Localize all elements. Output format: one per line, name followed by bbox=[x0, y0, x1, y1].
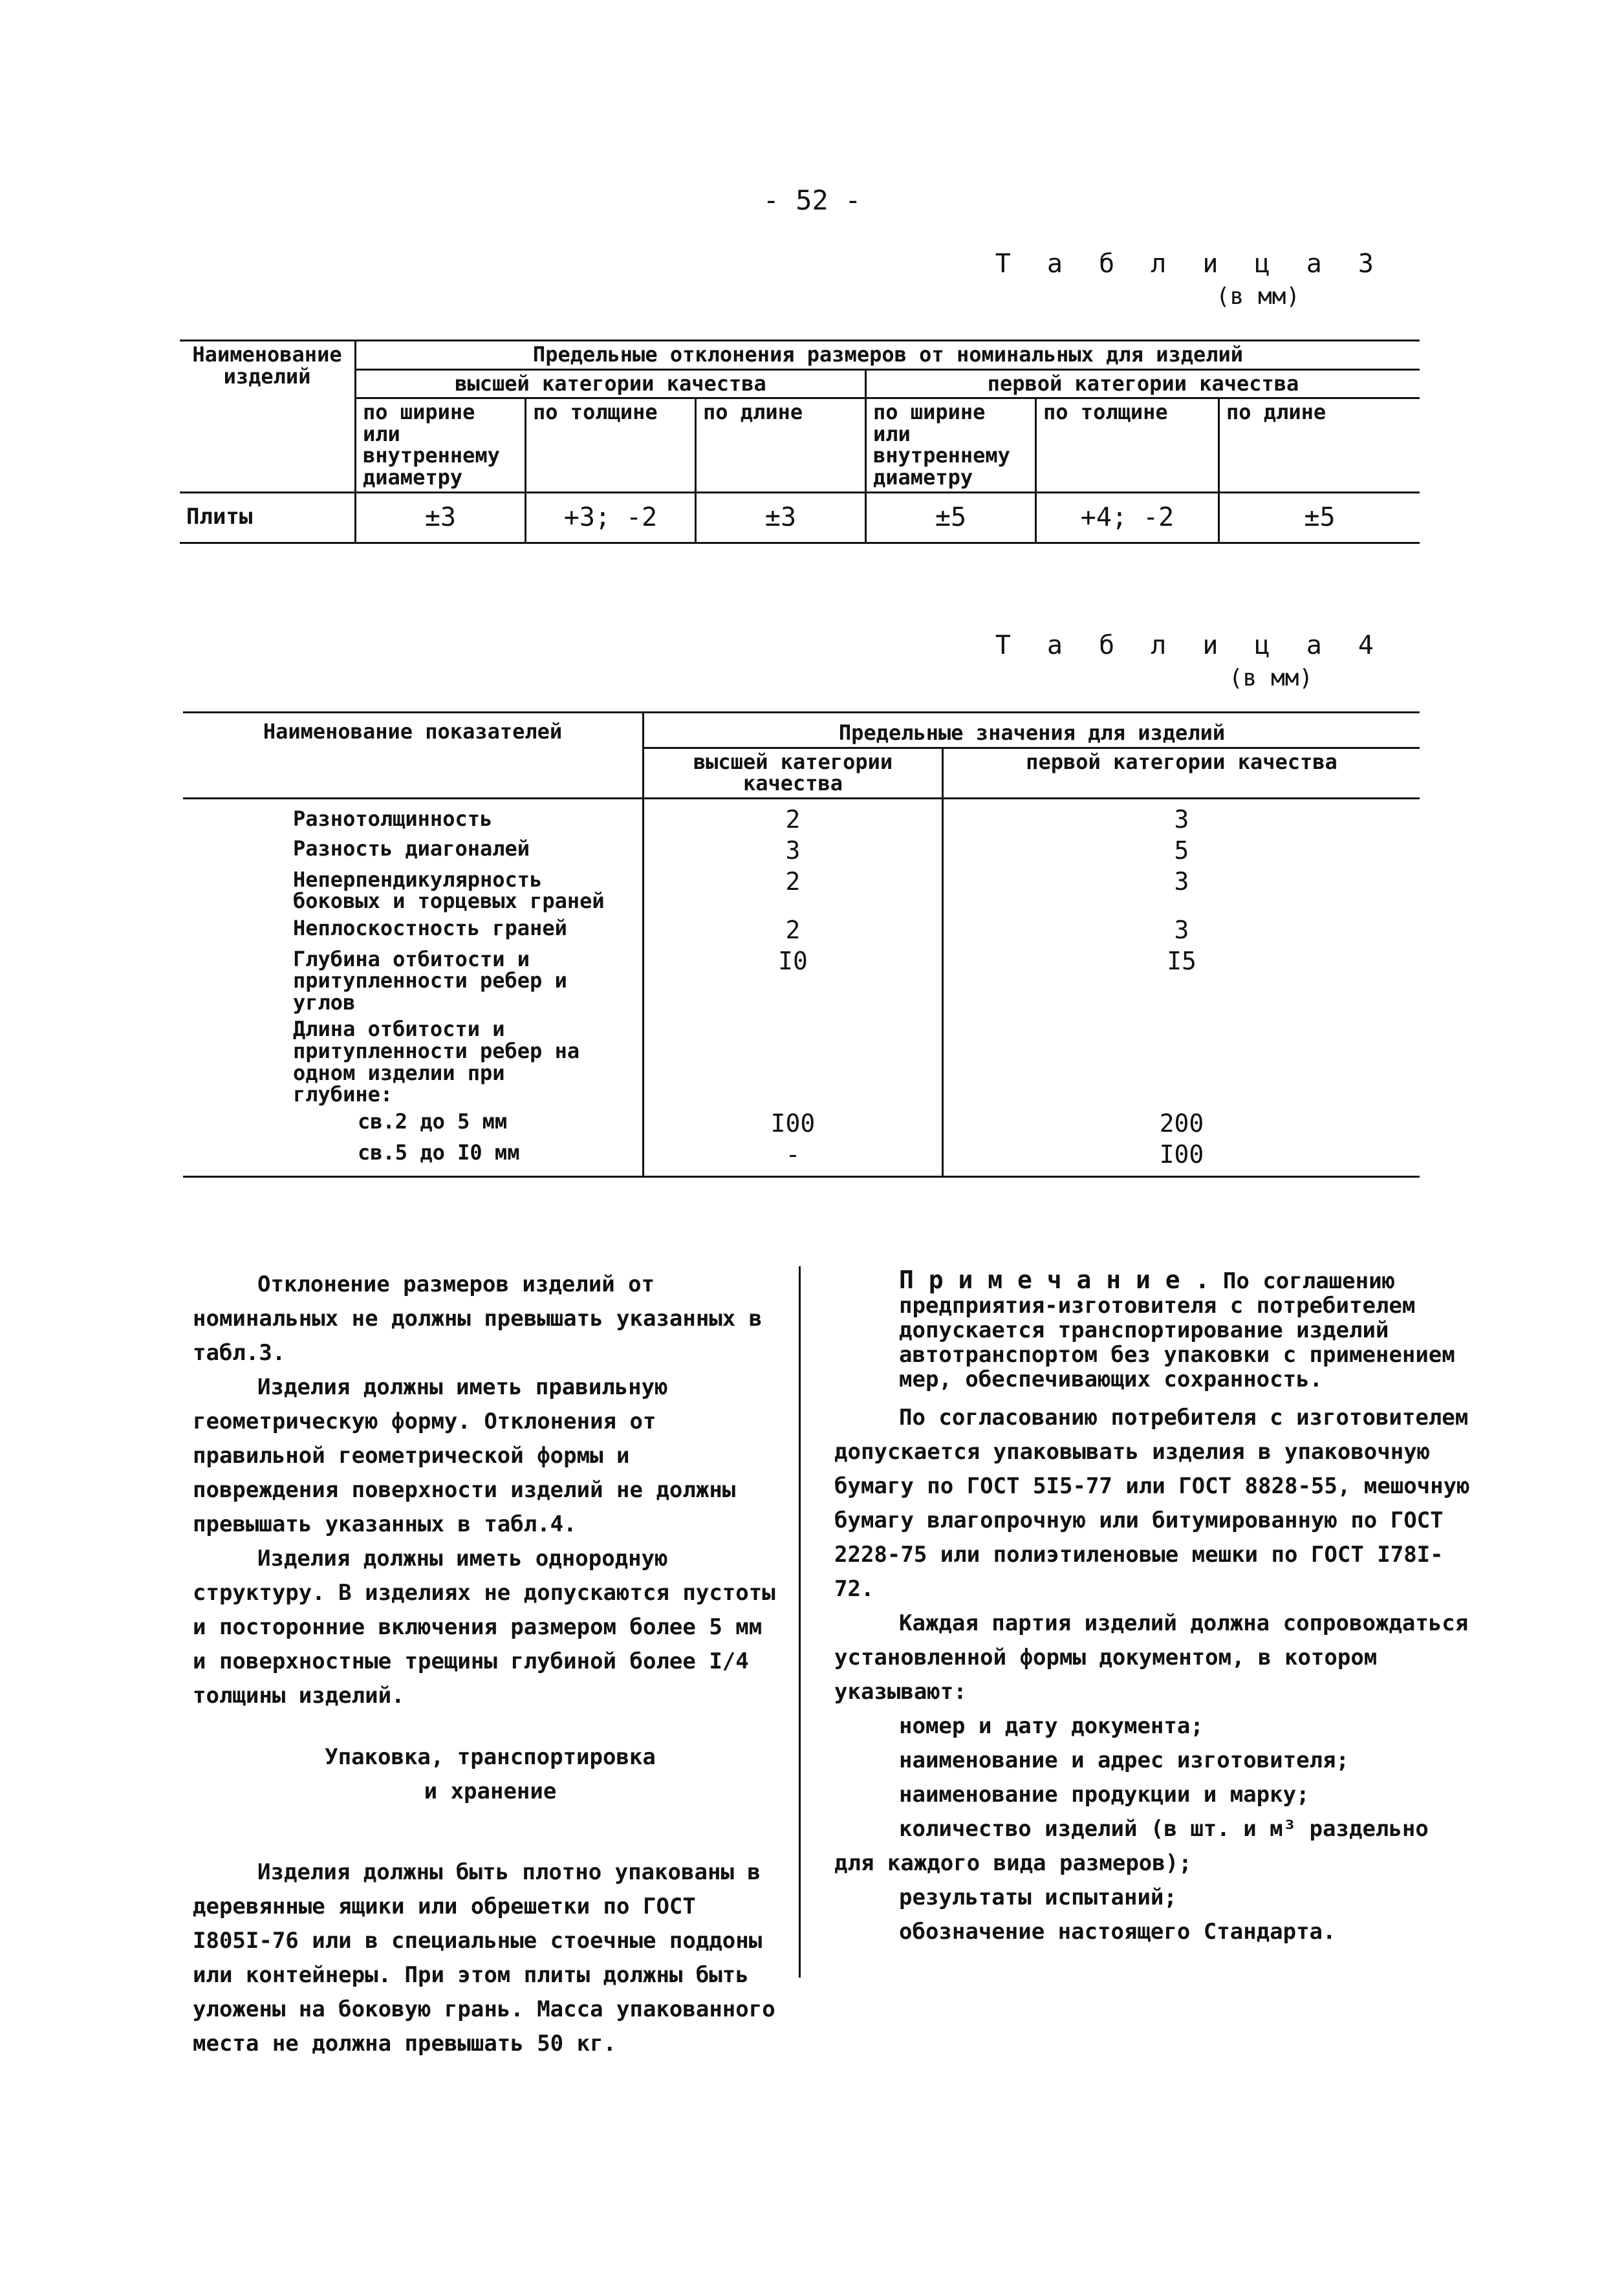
t3-val: +3; -2 bbox=[526, 492, 696, 543]
t3-cat-high: высшей категории качества bbox=[356, 369, 866, 398]
t3-col-len-first: по длине bbox=[1219, 398, 1420, 492]
left-column bbox=[193, 1268, 788, 2061]
table4-unit: (в мм) bbox=[1229, 665, 1314, 691]
t4-row-first: 3 bbox=[943, 798, 1420, 835]
t3-col-width-first: по ширине или внутреннему диаметру bbox=[866, 398, 1036, 492]
t3-col-thick-first: по толщине bbox=[1036, 398, 1219, 492]
doc-list-item: наименование и адрес изготовителя; bbox=[899, 1747, 1349, 1773]
t4-row-name: Неплоскостность граней bbox=[293, 915, 567, 940]
t4-row-first: 3 bbox=[943, 915, 1420, 946]
t4-row-first bbox=[943, 1016, 1420, 1108]
note bbox=[834, 1268, 1471, 1392]
note-text: По соглашению предприятия-изготовителя с потребителем допускается транспортирование изделий автотранспортом без упаковки с применением мер, обеспечивающих сохранность. bbox=[899, 1268, 1455, 1392]
t4-row-name: Глубина отбитости и притупленности ребер и углов bbox=[293, 946, 567, 1015]
table4 bbox=[183, 711, 1420, 1178]
t3-col-width-high: по ширине или внутреннему диаметру bbox=[356, 398, 526, 492]
t3-head-main: Предельные отклонения размеров от номинальных для изделий bbox=[356, 341, 1420, 370]
doc-list-item: номер и дату документа; bbox=[899, 1713, 1204, 1739]
t3-val: +4; -2 bbox=[1036, 492, 1219, 543]
t3-col-thick-high: по толщине bbox=[526, 398, 696, 492]
doc-list-item: количество изделий (в шт. и м³ раздельно для каждого вида размеров); bbox=[834, 1816, 1429, 1876]
right-p2: Каждая партия изделий должна сопровождаться установленной формы документом, в котором указывают: bbox=[834, 1610, 1469, 1705]
t4-row-name: Разнотолщинность bbox=[293, 806, 493, 831]
t4-row-high: - bbox=[644, 1140, 943, 1176]
t3-val: ±3 bbox=[696, 492, 866, 543]
t4-row-name: Разность диагоналей bbox=[293, 836, 530, 861]
doc-list-item: результаты испытаний; bbox=[899, 1885, 1177, 1910]
t4-row-high: I00 bbox=[644, 1108, 943, 1140]
t3-col-len-high: по длине bbox=[696, 398, 866, 492]
t4-row-name: св.5 до I0 мм bbox=[358, 1140, 520, 1165]
t4-row-high: 2 bbox=[644, 867, 943, 915]
right-p1: По согласованию потребителя с изготовителем допускается упаковывать изделия в упаковочную бумагу по ГОСТ 5I5-77 или ГОСТ 8828-55, мешочную бумагу влагопрочную или битумированную по ГОСТ 2228-75 или полиэтиленовые мешки по ГОСТ I78I-72. bbox=[834, 1405, 1470, 1602]
section-heading-line1: Упаковка, транспортировка bbox=[325, 1744, 656, 1770]
t4-row-name: св.2 до 5 мм bbox=[358, 1108, 508, 1134]
left-p3: Изделия должны иметь однородную структуру. В изделиях не допускаются пустоты и посторонние включения размером более 5 мм и поверхностные трещины глубиной более I/4 толщины изделий. bbox=[193, 1546, 775, 1709]
t3-val: ±5 bbox=[866, 492, 1036, 543]
table3-caption: Т а б л и ц а 3 bbox=[995, 249, 1384, 279]
doc-list-item: наименование продукции и марку; bbox=[899, 1782, 1310, 1808]
t3-row-name: Плиты bbox=[180, 492, 356, 543]
t4-cat-high: высшей категории качества bbox=[644, 748, 943, 798]
table3-unit: (в мм) bbox=[1216, 283, 1301, 310]
t4-row-name: Неперпендикулярность боковых и торцевых граней bbox=[293, 867, 605, 914]
right-column bbox=[834, 1268, 1471, 1949]
t3-cat-first: первой категории качества bbox=[866, 369, 1420, 398]
table3 bbox=[180, 340, 1420, 544]
t4-row-first: 5 bbox=[943, 836, 1420, 867]
t4-row-first: I5 bbox=[943, 946, 1420, 1017]
t4-row-high: I0 bbox=[644, 946, 943, 1017]
left-p2: Изделия должны иметь правильную геометрическую форму. Отклонения от правильной геометрической формы и повреждения поверхности изделий не должны превышать указанных в табл.4. bbox=[193, 1374, 736, 1537]
left-p4: Изделия должны быть плотно упакованы в деревянные ящики или обрешетки по ГОСТ I805I-76 или в специальные стоечные поддоны или контейнеры. При этом плиты должны быть уложены на боковую грань. Масса упакованного места не должна превышать 50 кг. bbox=[193, 1859, 775, 2057]
t4-row-first: 3 bbox=[943, 867, 1420, 915]
t4-row-first: I00 bbox=[943, 1140, 1420, 1176]
t4-cat-first: первой категории качества bbox=[943, 748, 1420, 798]
t3-val: ±5 bbox=[1219, 492, 1420, 543]
column-divider bbox=[799, 1266, 801, 1978]
doc-list-item: обозначение настоящего Стандарта. bbox=[899, 1919, 1336, 1945]
t3-head-name: Наименование изделий bbox=[180, 341, 356, 493]
table4-caption: Т а б л и ц а 4 bbox=[995, 631, 1384, 660]
left-p1: Отклонение размеров изделий от номинальных не должны превышать указанных в табл.3. bbox=[193, 1271, 763, 1366]
t4-row-high: 3 bbox=[644, 836, 943, 867]
section-heading-line2: и хранение bbox=[424, 1778, 557, 1804]
t4-row-high: 2 bbox=[644, 798, 943, 835]
t3-val: ±3 bbox=[356, 492, 526, 543]
page-number: - 52 - bbox=[763, 184, 861, 216]
t4-head-main: Предельные значения для изделий bbox=[644, 713, 1420, 748]
t4-row-name: Длина отбитости и притупленности ребер на одном изделии при глубине: bbox=[293, 1017, 580, 1107]
t4-head-name: Наименование показателей bbox=[183, 713, 644, 799]
t4-row-first: 200 bbox=[943, 1108, 1420, 1140]
note-label: П р и м е ч а н и е . bbox=[899, 1266, 1210, 1294]
t4-row-high bbox=[644, 1016, 943, 1108]
t4-row-high: 2 bbox=[644, 915, 943, 946]
